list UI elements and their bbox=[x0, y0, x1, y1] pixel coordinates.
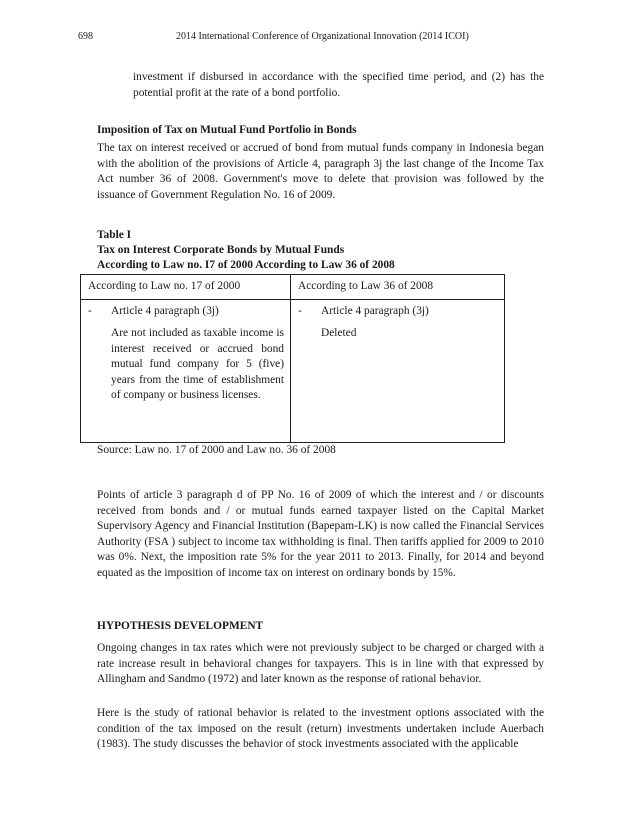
points-paragraph: Points of article 3 paragraph d of PP No. 16 of 2009 of which the interest and / or discounts received from bonds and / or mutual funds earned taxpayer listed on the Capital Market Supervisory Agency and Financial Institution (Bapepam-LK) is now called the Financial Services Authority (FSA ) subject to income tax withholding is final. Then tariffs applied for 2009 to 2010 was 0%. Next, the imposition rate 5% for the year 2011 to 2013. Finally, for 2014 and beyond equated as the imposition of income tax on interest on ordinary bonds by 15%. bbox=[97, 489, 544, 579]
imposition-paragraph: The tax on interest received or accrued of bond from mutual funds company in Indonesia began with the abolition of the provisions of Article 4, paragraph 3j the last change of the Income Tax Act number 36 of 2008. Government's move to delete that provision was followed by the issuance of Government Regulation No. 16 of 2009. bbox=[97, 142, 544, 201]
intro-continuation-paragraph: investment if disbursed in accordance with the specified time period, and (2) has the potential profit at the rate of a bond portfolio. bbox=[133, 71, 544, 99]
cell-description: Are not included as taxable income is interest received or accrued bond mutual fund company for 5 (five) years from the time of establishment of company or business licenses. bbox=[111, 327, 284, 401]
section-heading-hypothesis: HYPOTHESIS DEVELOPMENT bbox=[97, 620, 264, 632]
table-caption-subtitle: According to Law no. I7 of 2000 According to Law 36 of 2008 bbox=[97, 259, 395, 271]
article-reference: Article 4 paragraph (3j) bbox=[111, 304, 219, 317]
list-item bbox=[298, 304, 498, 320]
page-number: 698 bbox=[78, 31, 93, 42]
table-row bbox=[81, 299, 505, 442]
table-caption-title: Tax on Interest Corporate Bonds by Mutual Funds bbox=[97, 244, 345, 256]
table-cell-law-2000 bbox=[81, 299, 291, 442]
table-caption-number: Table I bbox=[97, 229, 132, 241]
list-item bbox=[88, 304, 284, 320]
list-dash: - bbox=[88, 304, 92, 317]
table-source-note: Source: Law no. 17 of 2000 and Law no. 36 of 2008 bbox=[97, 444, 336, 456]
article-reference: Article 4 paragraph (3j) bbox=[321, 304, 429, 317]
section-heading-imposition: Imposition of Tax on Mutual Fund Portfolio in Bonds bbox=[97, 124, 357, 136]
tax-comparison-table bbox=[80, 274, 505, 443]
table-cell-law-2008 bbox=[291, 299, 505, 442]
list-dash: - bbox=[298, 304, 302, 317]
table-header-row bbox=[81, 275, 505, 300]
table-header-law-2008: According to Law 36 of 2008 bbox=[291, 275, 505, 300]
table-header-law-2000: According to Law no. 17 of 2000 bbox=[81, 275, 291, 300]
running-header-title: 2014 International Conference of Organizational Innovation (2014 ICOI) bbox=[176, 31, 469, 42]
hypothesis-paragraph-2: Here is the study of rational behavior is related to the investment options associated with the condition of the tax imposed on the result (return) investments undertaken include Auerbach (1983). The study discusses the behavior of stock investments associated with the applicable bbox=[97, 707, 544, 750]
hypothesis-paragraph-1: Ongoing changes in tax rates which were not previously subject to be charged or charged with a rate increase result in behavioral changes for taxpayers. This is in line with that expressed by Allingham and Sandmo (1972) and later known as the response of rational behavior. bbox=[97, 642, 544, 685]
cell-description: Deleted bbox=[321, 327, 357, 339]
